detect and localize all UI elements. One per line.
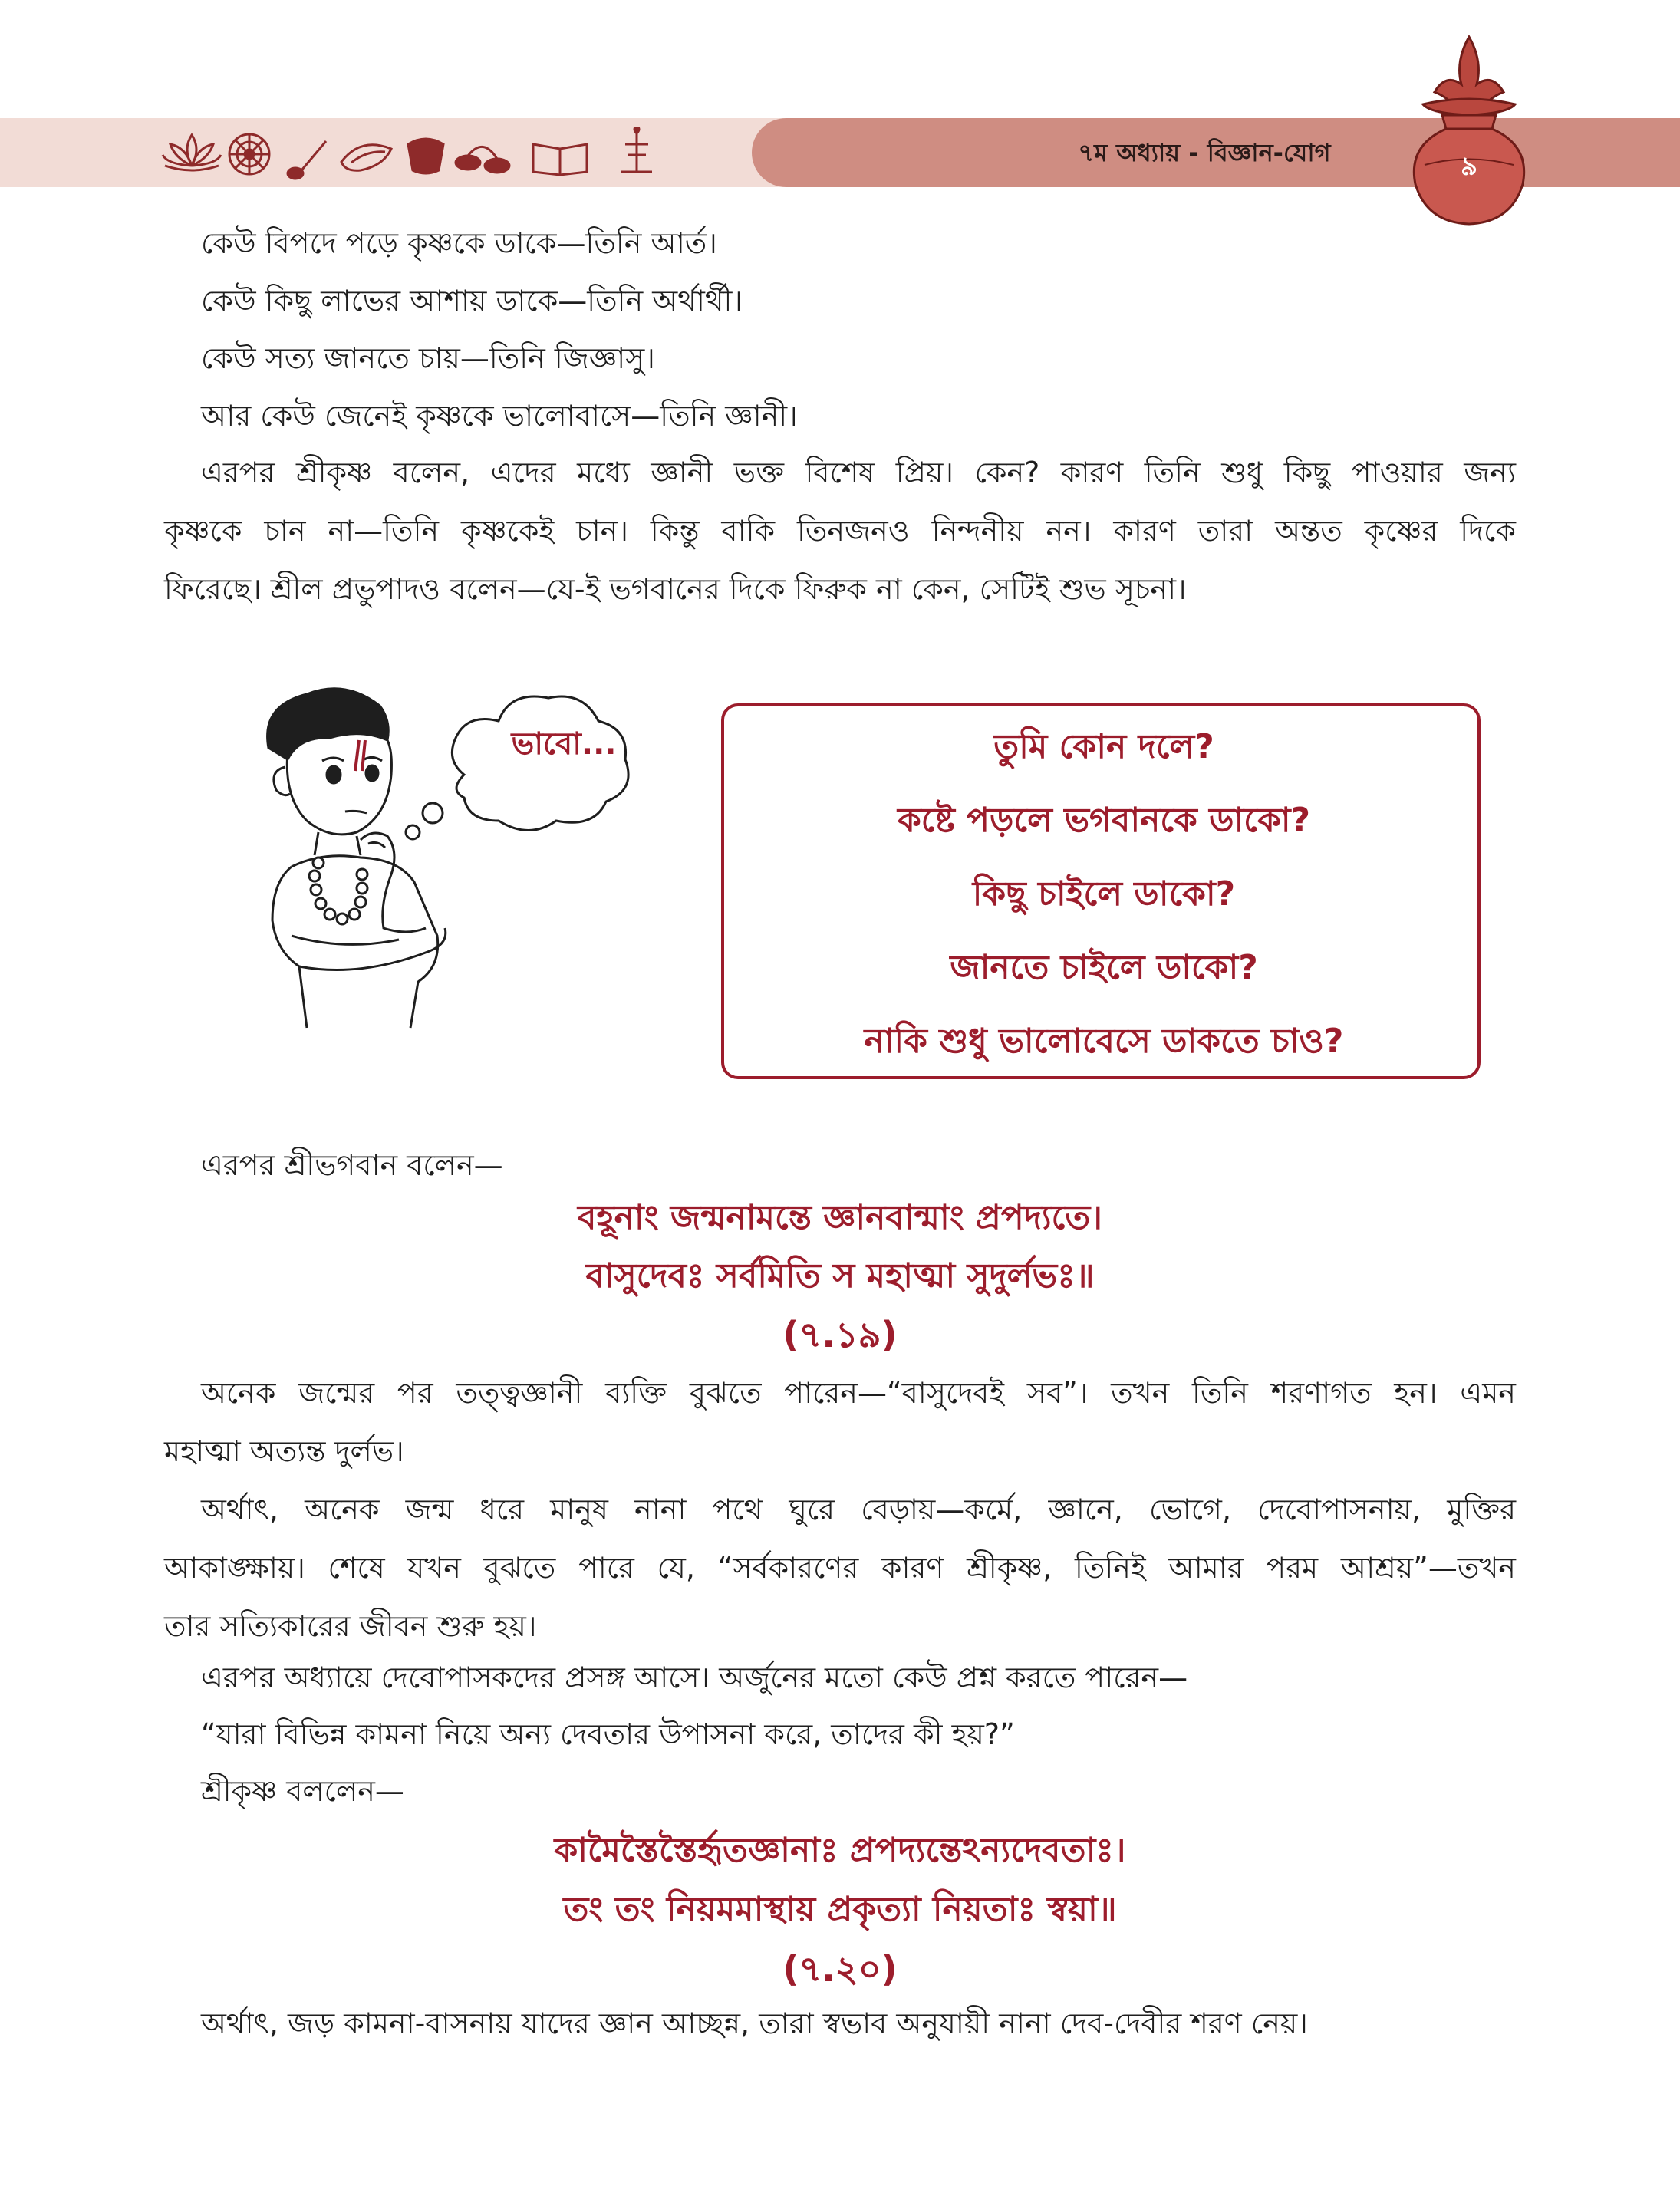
header-icon-strip bbox=[161, 127, 698, 181]
thought-bubble-text: ভাবো... bbox=[511, 726, 617, 762]
conch-icon bbox=[341, 145, 391, 170]
intro-paragraph-line-2: কৃষ্ণকে চান না—তিনি কৃষ্ণকেই চান। কিন্তু বাকি তিনজনও নিন্দনীয় নন। কারণ তারা অন্তত কৃষ্ণের দিকে bbox=[164, 514, 1516, 548]
verse-7-19-line-1: বহূনাং জন্মনামন্তে জ্ঞানবান্মাং প্রপদ্যতে। bbox=[577, 1198, 1103, 1237]
callout-question-3: কিছু চাইলে ডাকো? bbox=[972, 874, 1236, 914]
chakra-icon bbox=[229, 134, 269, 174]
lamp-icon bbox=[621, 127, 652, 172]
section2-line-a: এরপর অধ্যায়ে দেবোপাসকদের প্রসঙ্গ আসে। অর্জুনের মতো কেউ প্রশ্ন করতে পারেন— bbox=[201, 1661, 1188, 1694]
callout-question-2: কষ্টে পড়লে ভগবানকে ডাকো? bbox=[897, 801, 1311, 840]
section2-para1-line-1: অনেক জন্মের পর তত্ত্বজ্ঞানী ব্যক্তি বুঝতে পারেন—“বাসুদেবই সব”। তখন তিনি শরণাগত হন। এমন bbox=[201, 1376, 1516, 1410]
callout-question-5: নাকি শুধু ভালোবেসে ডাকতে চাও? bbox=[864, 1022, 1344, 1061]
callout-question-4: জানতে চাইলে ডাকো? bbox=[950, 948, 1258, 987]
intro-line-2: কেউ কিছু লাভের আশায় ডাকে—তিনি অর্থার্থী। bbox=[201, 284, 743, 318]
section2-line-b: “যারা বিভিন্ন কামনা নিয়ে অন্য দেবতার উপাসনা করে, তাদের কী হয়?” bbox=[201, 1717, 1015, 1751]
drum-icon bbox=[408, 139, 443, 173]
verse-7-20-ref: (৭.২০) bbox=[782, 1948, 898, 1990]
cymbals-icon bbox=[456, 147, 509, 173]
book-icon bbox=[533, 144, 587, 175]
intro-line-1: কেউ বিপদে পড়ে কৃষ্ণকে ডাকে—তিনি আর্ত। bbox=[201, 226, 717, 260]
verse-7-19-ref: (৭.১৯) bbox=[782, 1314, 898, 1355]
question-callout bbox=[721, 703, 1481, 1079]
kalash-icon bbox=[1392, 31, 1546, 230]
section2-para2-line-1: অর্থাৎ, অনেক জন্ম ধরে মানুষ নানা পথে ঘুরে বেড়ায়—কর্মে, জ্ঞানে, ভোগে, দেবোপাসনায়, মুক্তির bbox=[201, 1493, 1516, 1526]
intro-paragraph-line-1: এরপর শ্রীকৃষ্ণ বলেন, এদের মধ্যে জ্ঞানী ভক্ত বিশেষ প্রিয়। কেন? কারণ তিনি শুধু কিছু পাওয়ার জন্য bbox=[201, 456, 1516, 489]
section2-line-c: শ্রীকৃষ্ণ বললেন— bbox=[201, 1774, 404, 1808]
verse-7-19-line-2: বাসুদেবঃ সর্বমিতি স মহাত্মা সুদুর্লভঃ॥ bbox=[585, 1256, 1095, 1295]
intro-paragraph-line-3: ফিরেছে। শ্রীল প্রভুপাদও বলেন—যে-ই ভগবানের দিকে ফিরুক না কেন, সেটিই শুভ সূচনা। bbox=[164, 572, 1187, 606]
section2-lead: এরপর শ্রীভগবান বলেন— bbox=[201, 1148, 503, 1182]
intro-line-4: আর কেউ জেনেই কৃষ্ণকে ভালোবাসে—তিনি জ্ঞানী। bbox=[201, 399, 798, 433]
lotus-icon bbox=[163, 135, 221, 170]
ladle-icon bbox=[288, 141, 326, 179]
section2-para2-line-3: তার সত্যিকারের জীবন শুরু হয়। bbox=[164, 1609, 537, 1643]
section2-para2-line-2: আকাঙ্ক্ষায়। শেষে যখন বুঝতে পারে যে, “সর্বকারণের কারণ শ্রীকৃষ্ণ, তিনিই আমার পরম আশ্রয়”—তখন bbox=[164, 1551, 1516, 1585]
callout-question-1: তুমি কোন দলে? bbox=[993, 727, 1214, 766]
verse-7-20-line-1: কামৈস্তৈস্তৈর্হৃতজ্ঞানাঃ প্রপদ্যন্তেঽন্যদেবতাঃ। bbox=[554, 1831, 1126, 1870]
page-number: ৯ bbox=[1460, 151, 1478, 182]
verse-7-20-line-2: তং তং নিয়মমাস্থায় প্রকৃত্যা নিয়তাঃ স্বয়া॥ bbox=[563, 1890, 1117, 1929]
intro-line-3: কেউ সত্য জানতে চায়—তিনি জিজ্ঞাসু। bbox=[201, 341, 655, 375]
chapter-title: ৭ম অধ্যায় - বিজ্ঞান-যোগ bbox=[1078, 138, 1331, 167]
section3-closing: অর্থাৎ, জড় কামনা-বাসনায় যাদের জ্ঞান আচ্ছন্ন, তারা স্বভাব অনুযায়ী নানা দেব-দেবীর শরণ নেয়। bbox=[201, 2007, 1308, 2040]
section2-para1-line-2: মহাত্মা অত্যন্ত দুর্লভ। bbox=[164, 1434, 404, 1468]
